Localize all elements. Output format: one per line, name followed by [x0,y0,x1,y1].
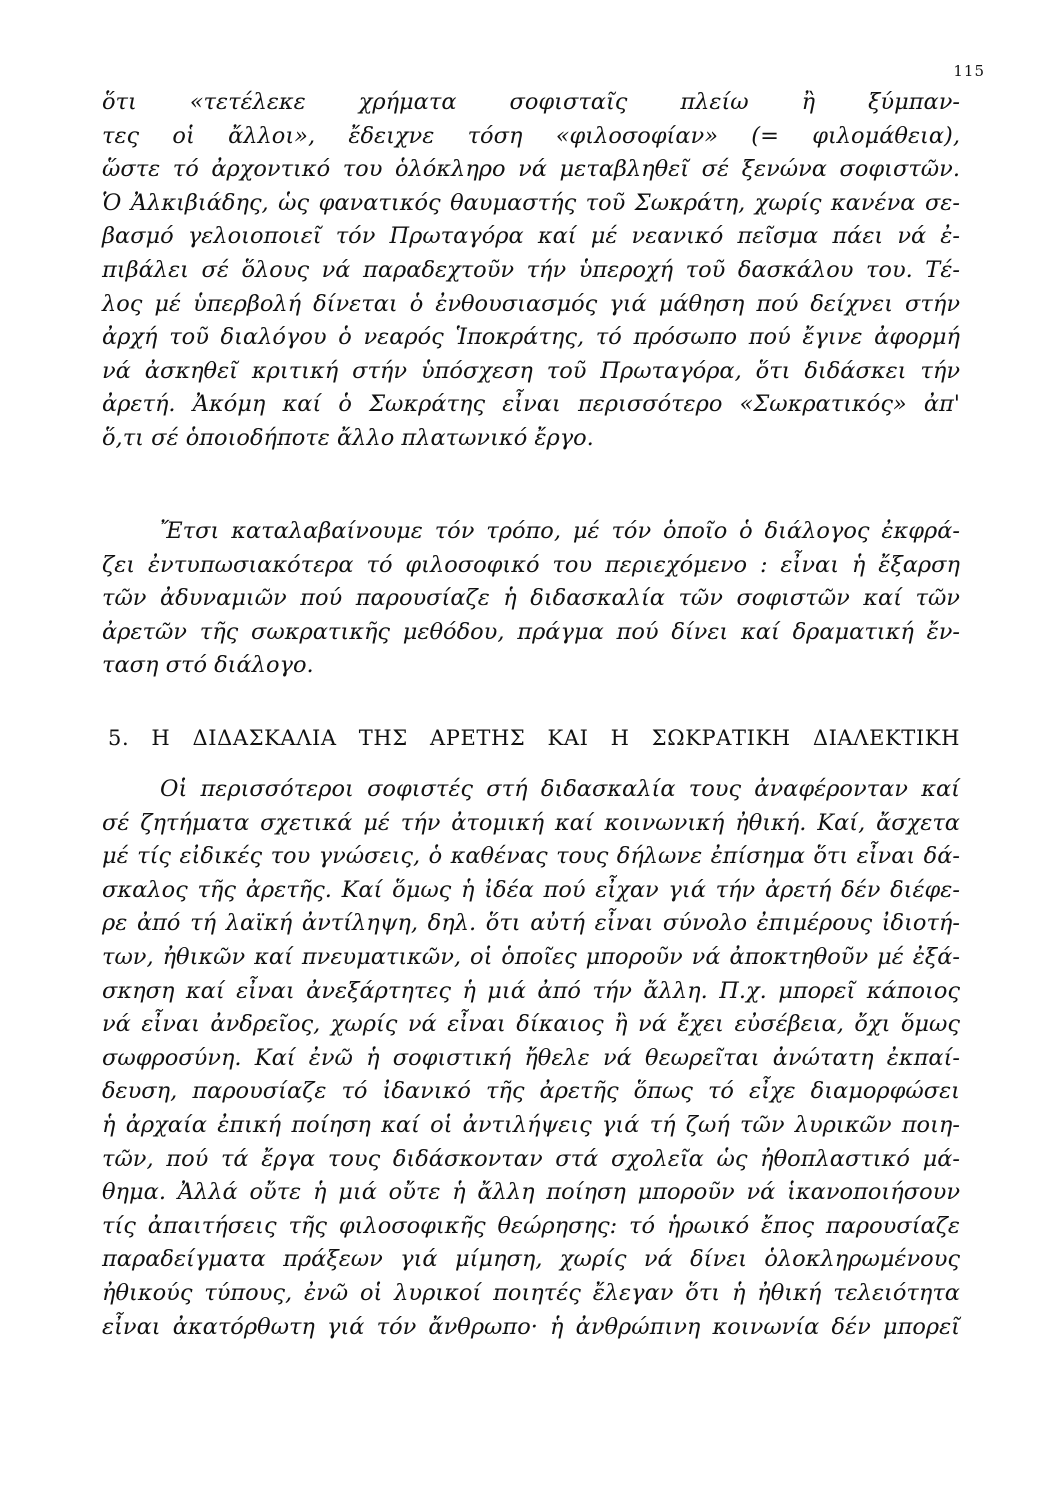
text-line: τίς ἀπαιτήσεις τῆς φιλοσοφικῆς θεώρησης: τό ἡρωικό ἔπος παρουσίαζε [102,1212,960,1239]
text-line: Ἔτσι καταλαβαίνουμε τόν τρόπο, μέ τόν ὁποῖο ὁ διάλογος ἐκφρά- [160,518,960,544]
text-line: ρε ἀπό τή λαϊκή ἀντίληψη, δηλ. ὅτι αὐτή εἶναι σύνολο ἐπιμέρους ἰδιοτή- [102,910,960,937]
text-line: μέ τίς εἰδικές του γνώσεις, ὁ καθένας τους δήλωνε ἐπίσημα ὅτι εἶναι δά- [102,843,960,870]
text-line: σέ ζητήματα σχετικά μέ τήν ἀτομική καί κοινωνική ἠθική. Καί, ἄσχετα [102,809,960,836]
text-line: ὥστε τό ἀρχοντικό του ὁλόκληρο νά μεταβληθεῖ σέ ξενώνα σοφιστῶν. [102,156,960,183]
text-line: βασμό γελοιοποιεῖ τόν Πρωταγόρα καί μέ νεανικό πεῖσμα πάει νά ἐ- [102,223,960,250]
text-line: εἶναι ἀκατόρθωτη γιά τόν ἄνθρωπο· ἡ ἀνθρώπινη κοινωνία δέν μπορεῖ [102,1313,960,1340]
text-line: πιβάλει σέ ὅλους νά παραδεχτοῦν τήν ὑπεροχή τοῦ δασκάλου του. Τέ- [102,256,960,283]
text-line: τῶν, πού τά ἔργα τους διδάσκονταν στά σχολεῖα ὡς ἠθοπλαστικό μά- [102,1145,960,1172]
paragraph-virtue-teaching [102,773,960,1344]
text-line: ἡ ἀρχαία ἐπική ποίηση καί οἱ ἀντιλήψεις γιά τή ζωή τῶν λυρικῶν ποιη- [102,1111,960,1138]
text-line: τες οἱ ἄλλοι», ἔδειχνε τόση «φιλοσοφίαν» (= φιλομάθεια), [102,122,960,149]
text-line: νά εἶναι ἀνδρεῖος, χωρίς νά εἶναι δίκαιος ἢ νά ἔχει εὐσέβεια, ὄχι ὅμως [102,1011,960,1038]
text-line: σκαλος τῆς ἀρετῆς. Καί ὅμως ἡ ἰδέα πού εἶχαν γιά τήν ἀρετή δέν διέφε- [102,876,960,903]
page-number: 115 [953,62,985,80]
text-line: δευση, παρουσίαζε τό ἰδανικό τῆς ἀρετῆς ὅπως τό εἶχε διαμορφώσει [102,1078,960,1105]
text-line: ἀρετῶν τῆς σωκρατικῆς μεθόδου, πράγμα πού δίνει καί δραματική ἔν- [102,618,960,645]
text-line: Ὁ Ἀλκιβιάδης, ὡς φανατικός θαυμαστής τοῦ Σωκράτη, χωρίς κανένα σε- [102,189,960,216]
text-line: σωφροσύνη. Καί ἐνῶ ἡ σοφιστική ἤθελε νά θεωρεῖται ἀνώτατη ἐκπαί- [102,1044,960,1071]
text-line: ὅ,τι σέ ὁποιοδήποτε ἄλλο πλατωνικό ἔργο. [102,424,594,451]
text-line: ταση στό διάλογο. [102,652,314,679]
text-line: ἀρετή. Ἀκόμη καί ὁ Σωκράτης εἶναι περισσότερο «Σωκρατικός» ἀπ' [102,391,960,418]
text-line: νά ἀσκηθεῖ κριτική στήν ὑπόσχεση τοῦ Πρωταγόρα, ὅτι διδάσκει τήν [102,357,960,384]
section-heading: 5. Η ΔΙΔΑΣΚΑΛΙΑ ΤΗΣ ΑΡΕΤΗΣ ΚΑΙ Η ΣΩΚΡΑΤΙΚΗ ΔΙΑΛΕΚΤΙΚΗ [108,726,960,750]
text-line: τῶν ἀδυναμιῶν πού παρουσίαζε ἡ διδασκαλία τῶν σοφιστῶν καί τῶν [102,585,960,612]
paragraph-dialogue-effect [102,515,960,683]
text-line: σκηση καί εἶναι ἀνεξάρτητες ἡ μιά ἀπό τήν ἄλλη. Π.χ. μπορεῖ κάποιος [102,977,960,1004]
text-line: ἀρχή τοῦ διαλόγου ὁ νεαρός Ἱποκράτης, τό πρόσωπο πού ἔγινε ἀφορμή [102,324,960,351]
text-line: θημα. Ἀλλά οὔτε ἡ μιά οὔτε ἡ ἄλλη ποίηση μποροῦν νά ἱκανοποιήσουν [102,1179,960,1206]
text-line: ζει ἐντυπωσιακότερα τό φιλοσοφικό του περιεχόμενο : εἶναι ἡ ἔξαρση [102,551,960,578]
text-line: λος μέ ὑπερβολή δίνεται ὁ ἐνθουσιασμός γιά μάθηση πού δείχνει στήν [102,290,960,317]
text-line: ἠθικούς τύπους, ἐνῶ οἱ λυρικοί ποιητές ἔλεγαν ὅτι ἡ ἠθική τελειότητα [102,1279,960,1306]
text-line: ὅτι «τετέλεκε χρήματα σοφισταῖς πλείω ἢ ξύμπαν- [102,89,960,115]
text-line: Οἱ περισσότεροι σοφιστές στή διδασκαλία τους ἀναφέρονταν καί [160,776,960,802]
text-line: παραδείγματα πράξεων γιά μίμηση, χωρίς νά δίνει ὁλοκληρωμένους [102,1246,960,1273]
text-line: των, ἠθικῶν καί πνευματικῶν, οἱ ὁποῖες μποροῦν νά ἀποκτηθοῦν μέ ἐξά- [102,943,960,970]
paragraph-alcibiades [102,86,960,456]
